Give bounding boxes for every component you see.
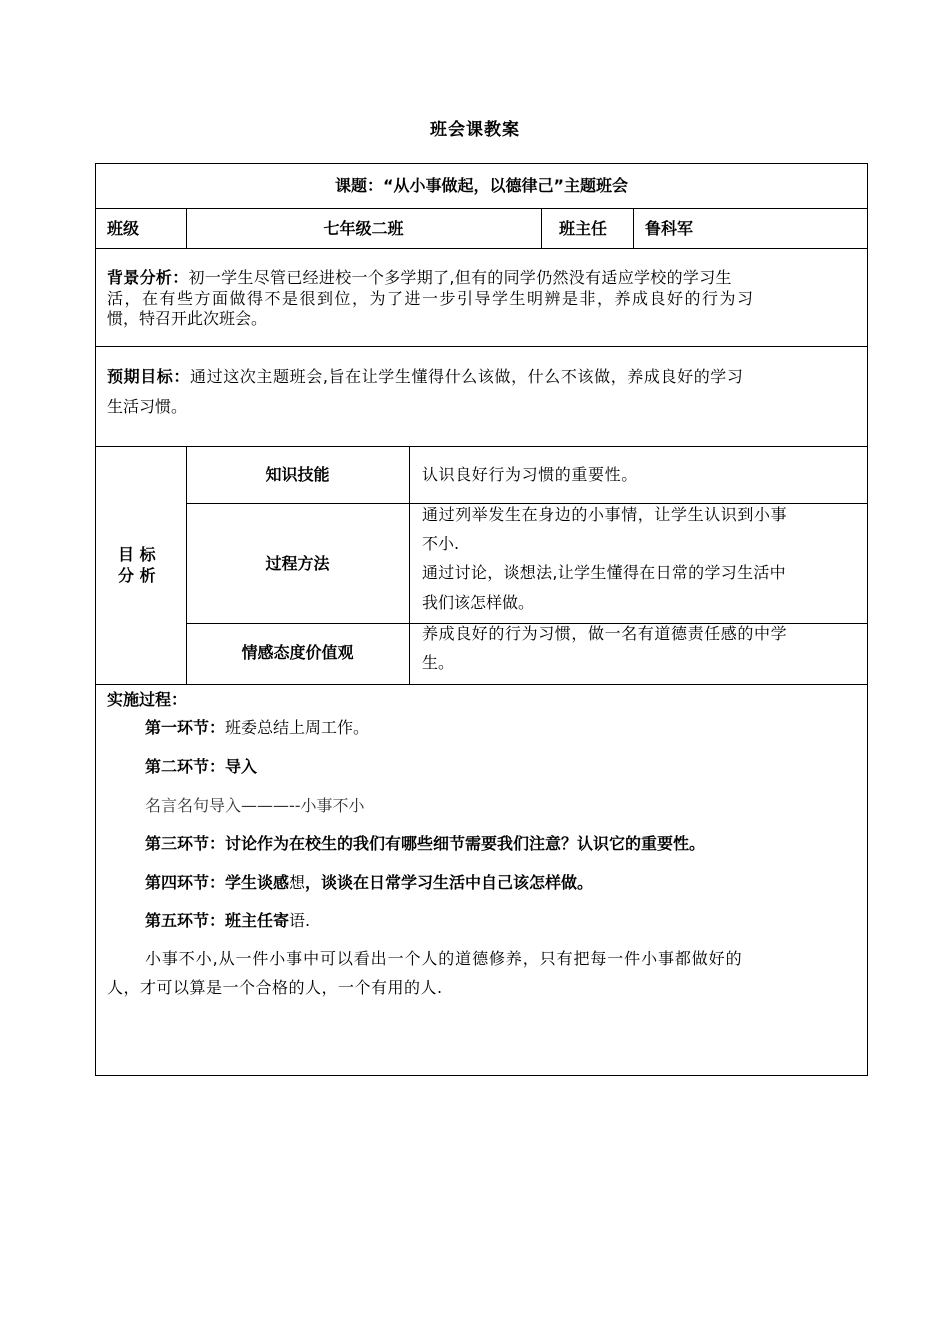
step-3: 第三环节：讨论作为在校生的我们有哪些细节需要我们注意？认识它的重要性。: [145, 834, 706, 853]
teacher-label: 班主任: [559, 219, 608, 238]
step-5: [145, 911, 310, 931]
objective-process-line-2: 不小.: [422, 534, 460, 553]
goal-text: 通过这次主题班会,旨在让学生懂得什么该做，什么不该做，养成良好的学习: [190, 367, 744, 386]
class-value: 七年级二班: [323, 219, 404, 238]
step-4-title: 第四环节：学生谈感: [145, 873, 290, 892]
background-text: 初一学生尽管已经进校一个多学期了,但有的同学仍然没有适应学校的学习生: [188, 268, 732, 287]
background-line-2: 活，在有些方面做得不是很到位，为了进一步引导学生明辨是非，养成良好的行为习: [107, 289, 755, 308]
closing-line-1: 小事不小,从一件小事中可以看出一个人的道德修养，只有把每一件小事都做好的: [145, 949, 743, 968]
topic-title: 课题：“从小事做起，以德律己”主题班会: [334, 176, 629, 195]
step-1-title: 第一环节：: [145, 718, 226, 737]
step-4-rest: ，谈谈在日常学习生活中自己该怎样做。: [305, 873, 594, 892]
objective-process-line-4: 我们该怎样做。: [422, 593, 535, 612]
row-divider: [95, 248, 868, 249]
step-5-plain: 语: [289, 911, 306, 930]
step-4: [145, 873, 593, 893]
objective-emotion-line-2: 生。: [422, 653, 455, 672]
column-divider: [541, 208, 542, 248]
background-line-1: [107, 268, 732, 288]
objective-knowledge-label: 知识技能: [265, 465, 330, 484]
objectives-label-line2: 分 析: [118, 566, 156, 585]
objective-emotion-line-1: 养成良好的行为习惯，做一名有道德责任感的中学: [422, 624, 788, 643]
objective-emotion-label: 情感态度价值观: [241, 643, 354, 662]
objective-process-line-3: 通过讨论，谈想法,让学生懂得在日常的学习生活中: [422, 563, 786, 582]
row-divider: [95, 684, 868, 685]
column-divider: [409, 446, 410, 684]
background-line-3: 惯，特召开此次班会。: [107, 309, 268, 328]
process-label: 实施过程：: [107, 690, 188, 709]
objectives-label-line1: 目 标: [118, 545, 156, 564]
step-2-sub: 名言名句导入———--小事不小: [145, 796, 365, 815]
row-divider: [95, 346, 868, 347]
column-divider: [633, 208, 634, 248]
step-5-title: 第五环节：班主任寄: [145, 911, 290, 930]
goal-label: 预期目标：: [107, 367, 191, 386]
row-divider: [95, 446, 868, 447]
row-divider: [95, 208, 868, 209]
closing-line-2: 人，才可以算是一个合格的人，一个有用的人.: [107, 978, 443, 997]
step-1: [145, 718, 369, 738]
step-5-rest: .: [305, 911, 311, 930]
objective-knowledge-text: 认识良好行为习惯的重要性。: [422, 465, 638, 484]
step-1-text: 班委总结上周工作。: [225, 718, 370, 737]
document-title: 班会课教案: [430, 120, 520, 140]
row-divider: [186, 503, 868, 504]
objective-process-line-1: 通过列举发生在身边的小事情，让学生认识到小事: [422, 505, 788, 524]
goal-line-1: [107, 367, 744, 387]
objective-process-label: 过程方法: [265, 554, 330, 573]
background-label: 背景分析：: [107, 268, 189, 287]
step-4-plain: 想: [289, 873, 306, 892]
step-2: 第二环节：导入: [145, 757, 258, 776]
teacher-value: 鲁科军: [645, 219, 694, 238]
goal-line-2: 生活习惯。: [107, 397, 188, 416]
class-label: 班级: [107, 219, 140, 238]
